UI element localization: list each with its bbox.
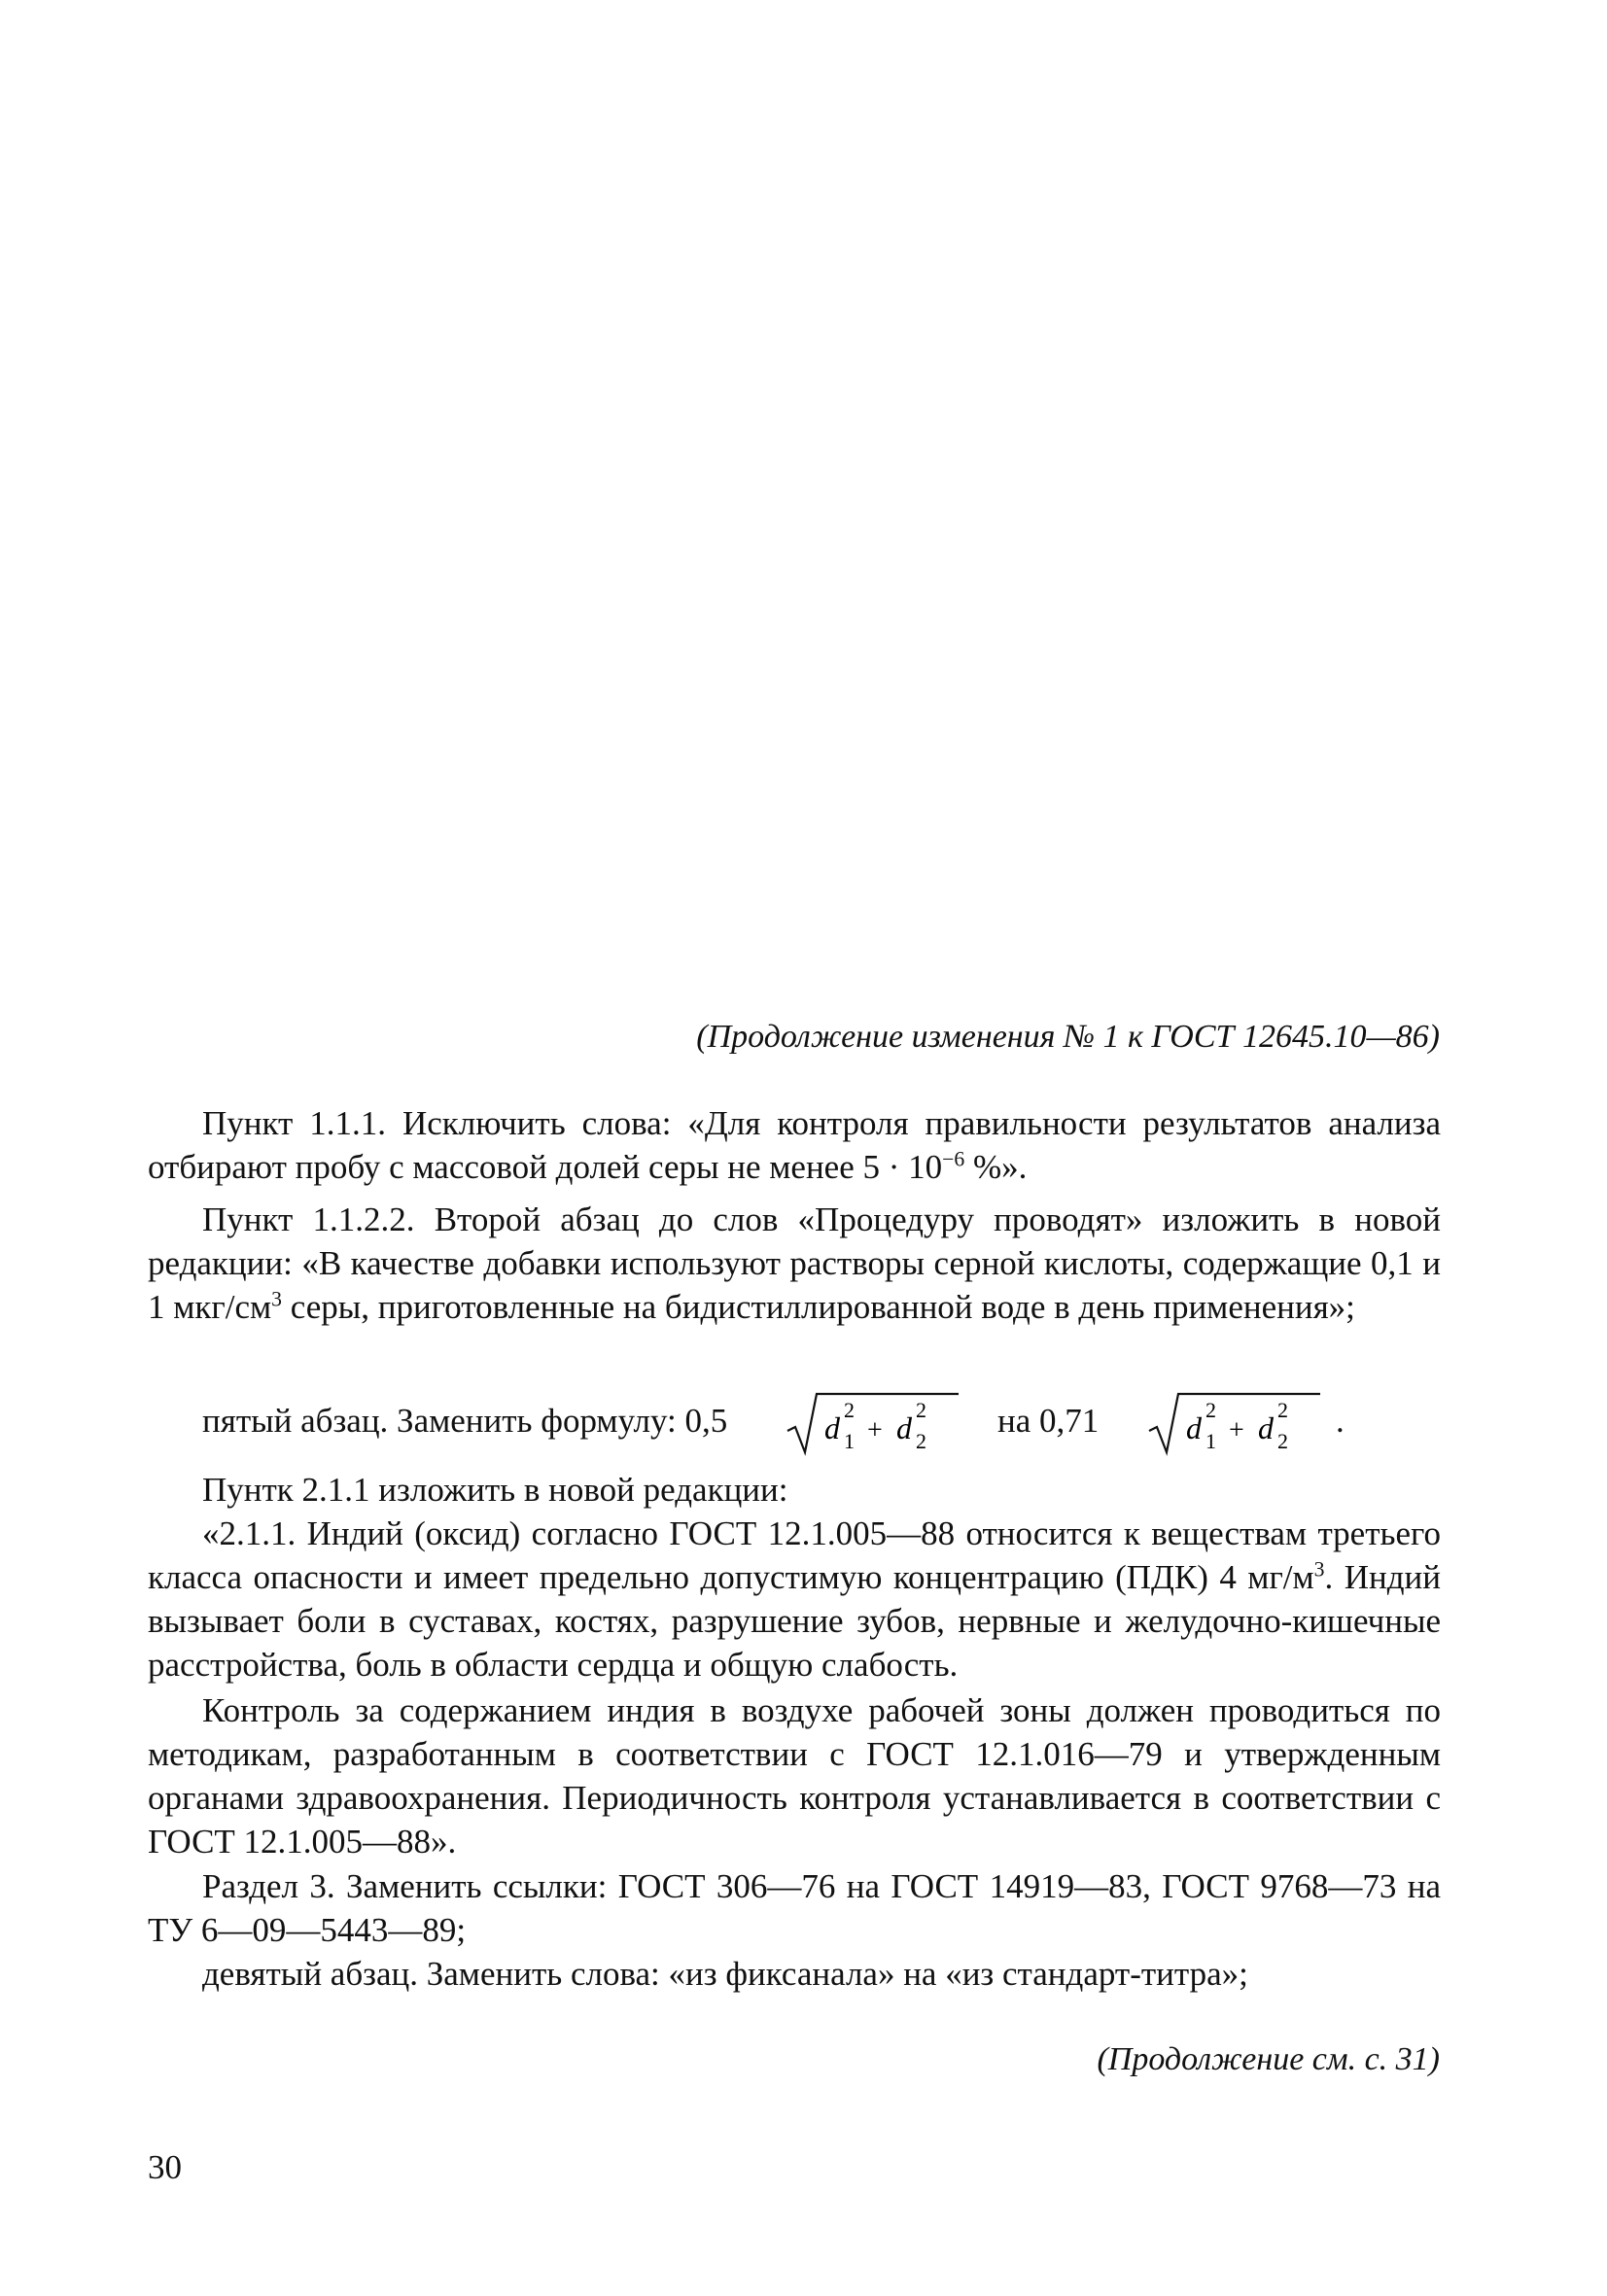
paragraph-text: Пунтк 2.1.1 изложить в новой редакции: bbox=[202, 1471, 788, 1509]
paragraph-text-part: . Индий вызывает боли в суставах, костях, разрушение зубов, нервные и желудочно-кишечные расстройства, боль в области сердца и общую слабость. bbox=[148, 1558, 1441, 1684]
formula-var: d bbox=[896, 1410, 912, 1445]
page-number: 30 bbox=[148, 2148, 182, 2186]
paragraph-section-3 bbox=[148, 1864, 1441, 1952]
formula-end: . bbox=[1336, 1402, 1345, 1440]
formula-var: d bbox=[1258, 1410, 1274, 1445]
paragraph-item-1-1-1 bbox=[148, 1101, 1441, 1189]
formula-replacement-line bbox=[202, 1388, 1456, 1458]
paragraph-text-part: Пункт 1.1.1. Исключить слова: «Для контроля правильности результатов анализа отбирают пробу с массовой долей серы не менее 5 · 10 bbox=[148, 1104, 1441, 1186]
formula-plus: + bbox=[867, 1415, 883, 1445]
formula-exp: 2 bbox=[844, 1398, 855, 1422]
paragraph-text: девятый абзац. Заменить слова: «из фиксанала» на «из стандарт-титра»; bbox=[202, 1955, 1248, 1993]
sqrt-formula-old bbox=[786, 1388, 961, 1458]
paragraph-item-2-1-1 bbox=[148, 1468, 1441, 1687]
paragraph-text-part: «2.1.1. Индий (оксид) согласно ГОСТ 12.1.005—88 относится к веществам третьего класса опасности и имеет предельно допустимую концентрацию (ПДК) 4 мг/м bbox=[148, 1514, 1441, 1596]
paragraph-item-1-1-2-2 bbox=[148, 1198, 1441, 1329]
continuation-footer: (Продолжение см. с. 31) bbox=[1097, 2041, 1440, 2077]
formula-sub: 1 bbox=[844, 1429, 855, 1453]
formula-var: d bbox=[824, 1410, 840, 1445]
paragraph-text bbox=[148, 1198, 1441, 1329]
formula-sub: 1 bbox=[1205, 1429, 1216, 1453]
formula-prefix: пятый абзац. Заменить формулу: 0,5 bbox=[202, 1402, 728, 1440]
paragraph-ninth bbox=[148, 1952, 1441, 1996]
paragraph-text bbox=[148, 1512, 1441, 1687]
paragraph-text: Раздел 3. Заменить ссылки: ГОСТ 306—76 на ГОСТ 14919—83, ГОСТ 9768—73 на ТУ 6—09—5443—89; bbox=[148, 1867, 1441, 1949]
formula-connector: на 0,71 bbox=[997, 1402, 1100, 1440]
paragraph-text-part: Пункт 1.1.2.2. Второй абзац до слов «Процедуру проводят» изложить в новой редакции: «В качестве добавки используют растворы серной кислоты, содержащие 0,1 и 1 мкг/см bbox=[148, 1200, 1441, 1326]
formula-sub: 2 bbox=[916, 1429, 926, 1453]
formula-exp: 2 bbox=[1205, 1398, 1216, 1422]
sqrt-formula-new bbox=[1147, 1388, 1322, 1458]
paragraph-control bbox=[148, 1688, 1441, 1863]
formula-var: d bbox=[1186, 1410, 1202, 1445]
formula-sub: 2 bbox=[1277, 1429, 1288, 1453]
exponent: −6 bbox=[942, 1147, 965, 1171]
exponent: 3 bbox=[1313, 1557, 1325, 1582]
paragraph-text bbox=[148, 1101, 1441, 1189]
paragraph-text-part: серы, приготовленные на бидистиллированной воде в день применения»; bbox=[282, 1288, 1355, 1326]
continuation-header: (Продолжение изменения № 1 к ГОСТ 12645.10—86) bbox=[696, 1019, 1440, 1055]
paragraph-text-part: %». bbox=[964, 1148, 1028, 1186]
formula-exp: 2 bbox=[1277, 1398, 1288, 1422]
formula-exp: 2 bbox=[916, 1398, 926, 1422]
formula-plus: + bbox=[1229, 1415, 1244, 1445]
paragraph-text: Контроль за содержанием индия в воздухе рабочей зоны должен проводиться по методикам, разработанным в соответствии с ГОСТ 12.1.016—79 и утвержденным органами здравоохранения. Периодичность контроля устанавливается в соответствии с ГОСТ 12.1.005—88». bbox=[148, 1691, 1441, 1861]
exponent: 3 bbox=[271, 1287, 283, 1311]
